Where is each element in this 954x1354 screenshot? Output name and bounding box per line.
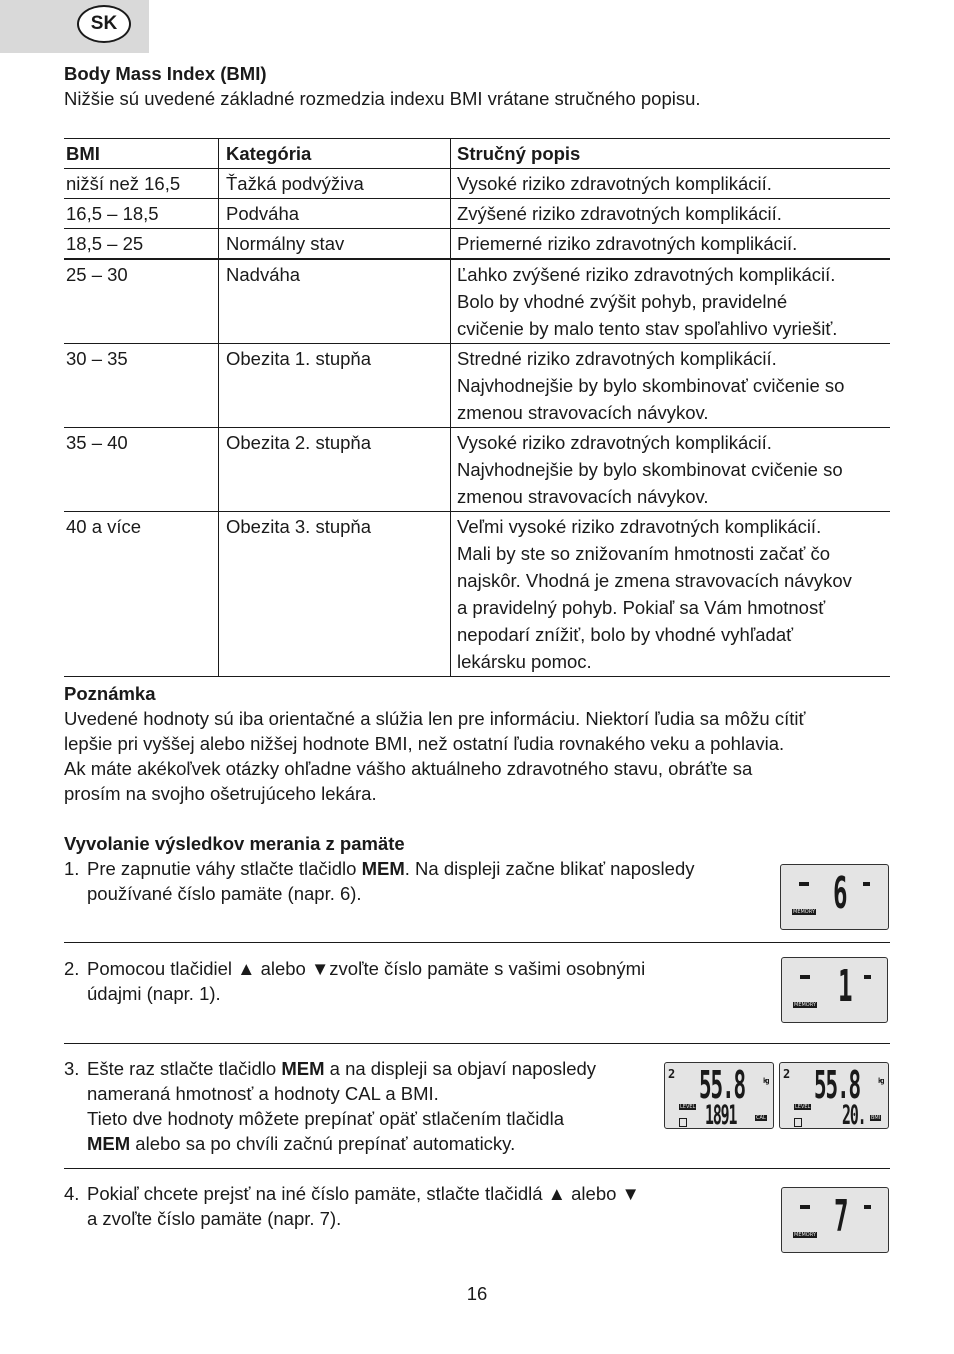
description-line: Priemerné riziko zdravotných komplikácií. bbox=[457, 233, 798, 254]
category-cell: Ťažká podvýživa bbox=[219, 169, 451, 199]
bmi-range-cell: 25 – 30 bbox=[64, 259, 219, 344]
description-line: Zvýšené riziko zdravotných komplikácií. bbox=[457, 203, 782, 224]
lcd-memory-digit: 7 bbox=[834, 1191, 848, 1242]
note-line: Ak máte akékoľvek otázky ohľadne vášho aktuálneho zdravotného stavu, obráťte sa bbox=[64, 758, 753, 779]
step-text-part: . Na displeji začne blikať naposledy bbox=[404, 858, 695, 879]
description-line: Veľmi vysoké riziko zdravotných komplikácií. bbox=[457, 516, 822, 537]
table-row bbox=[64, 428, 890, 512]
lcd-level-tag: LEVEL bbox=[795, 1104, 811, 1110]
bmi-range-cell: 30 – 35 bbox=[64, 344, 219, 428]
header-category: Kategória bbox=[219, 139, 451, 169]
divider bbox=[64, 1168, 890, 1169]
step-text-line: používané číslo pamäte (napr. 6). bbox=[87, 883, 362, 904]
step-text-part: a na displeji sa objaví naposledy bbox=[324, 1058, 597, 1079]
mem-key-label: MEM bbox=[361, 858, 405, 879]
step-text-line: údajmi (napr. 1). bbox=[87, 983, 221, 1004]
description-line: najskôr. Vhodná je zmena stravovacích návykov bbox=[457, 570, 852, 591]
note-title: Poznámka bbox=[64, 683, 156, 704]
lcd-user-number: 2 bbox=[783, 1067, 789, 1081]
step-text-part: Ešte raz stlačte tlačidlo bbox=[87, 1058, 282, 1079]
step-text-part: Pre zapnutie váhy stlačte tlačidlo bbox=[87, 858, 362, 879]
description-cell bbox=[451, 428, 891, 512]
lcd-battery-icon bbox=[679, 1118, 687, 1127]
table-row bbox=[64, 259, 890, 344]
note-section bbox=[64, 681, 890, 806]
table-row bbox=[64, 512, 890, 677]
step-text-line: a zvoľte číslo pamäte (napr. 7). bbox=[87, 1208, 342, 1229]
header-description: Stručný popis bbox=[451, 139, 891, 169]
lcd-memory-tag: MEMORY bbox=[794, 1002, 816, 1008]
lcd-cal-value: 1891 bbox=[705, 1100, 737, 1131]
description-line: zmenou stravovacích návykov. bbox=[457, 486, 709, 507]
lcd-cal-tag: CAL bbox=[756, 1115, 766, 1121]
language-tab bbox=[0, 0, 149, 53]
lcd-display-memory-1 bbox=[781, 957, 888, 1023]
lcd-display-weight-bmi bbox=[779, 1062, 889, 1129]
page-number: 16 bbox=[466, 1283, 488, 1304]
description-line: Ľahko zvýšené riziko zdravotných komplikácií. bbox=[457, 264, 836, 285]
description-line: zmenou stravovacích návykov. bbox=[457, 402, 709, 423]
header-bmi: BMI bbox=[64, 139, 219, 169]
lcd-memory-tag: MEMORY bbox=[794, 1232, 816, 1238]
table-row bbox=[64, 169, 890, 199]
step-number: 1. bbox=[64, 858, 80, 879]
divider bbox=[64, 1043, 890, 1044]
description-line: Najvhodnejšie by bylo skombinovat cvičenie so bbox=[457, 459, 843, 480]
note-line: Uvedené hodnoty sú iba orientačné a slúžia len pre informáciu. Niektorí ľudia sa môžu cítiť bbox=[64, 708, 806, 729]
lcd-battery-icon bbox=[794, 1118, 802, 1127]
recall-heading: Vyvolanie výsledkov merania z pamäte bbox=[64, 833, 405, 854]
lcd-display-memory-7 bbox=[781, 1187, 889, 1253]
step-number: 3. bbox=[64, 1058, 80, 1079]
lcd-dash bbox=[800, 975, 810, 979]
category-cell: Podváha bbox=[219, 199, 451, 229]
lcd-memory-tag: MEMORY bbox=[793, 909, 815, 915]
category-cell: Obezita 3. stupňa bbox=[219, 512, 451, 677]
lcd-unit: kg bbox=[878, 1077, 883, 1085]
lcd-display-memory-6 bbox=[780, 864, 889, 930]
bmi-range-cell: 40 a více bbox=[64, 512, 219, 677]
description-cell bbox=[451, 229, 891, 260]
description-line: lekársku pomoc. bbox=[457, 651, 592, 672]
bmi-range-cell: 18,5 – 25 bbox=[64, 229, 219, 260]
description-line: Vysoké riziko zdravotných komplikácií. bbox=[457, 432, 772, 453]
step-text-line: nameraná hmotnosť a hodnoty CAL a BMI. bbox=[87, 1083, 439, 1104]
lcd-memory-digit: 6 bbox=[833, 868, 847, 919]
bmi-range-cell: 16,5 – 18,5 bbox=[64, 199, 219, 229]
bmi-title: Body Mass Index (BMI) bbox=[64, 63, 267, 84]
category-cell: Obezita 1. stupňa bbox=[219, 344, 451, 428]
step-text bbox=[87, 1056, 687, 1156]
bmi-table bbox=[64, 138, 890, 677]
mem-key-label: MEM bbox=[87, 1133, 131, 1154]
lcd-user-number: 2 bbox=[668, 1067, 674, 1081]
note-line: prosím na svojho ošetrujúceho lekára. bbox=[64, 783, 377, 804]
category-cell: Nadváha bbox=[219, 259, 451, 344]
language-badge: SK bbox=[77, 5, 131, 43]
step-text bbox=[87, 856, 787, 906]
bmi-intro: Nižšie sú uvedené základné rozmedzia indexu BMI vrátane stručného popisu. bbox=[64, 88, 701, 109]
description-cell bbox=[451, 512, 891, 677]
step-text-part: alebo sa po chvíli začnú prepínať automaticky. bbox=[130, 1133, 516, 1154]
lcd-weight: 55.8 bbox=[814, 1063, 860, 1107]
step-number: 2. bbox=[64, 958, 80, 979]
mem-key-label: MEM bbox=[281, 1058, 325, 1079]
step-text bbox=[87, 1181, 787, 1231]
description-cell bbox=[451, 344, 891, 428]
table-row bbox=[64, 229, 890, 260]
bmi-section bbox=[64, 61, 890, 111]
lcd-bmi-value: 20. bbox=[842, 1100, 866, 1131]
note-line: lepšie pri vyššej alebo nižšej hodnote BMI, než ostatní ľudia rovnakého veku a pohlavia. bbox=[64, 733, 785, 754]
description-line: Vysoké riziko zdravotných komplikácií. bbox=[457, 173, 772, 194]
description-line: Najvhodnejšie by bylo skombinovať cvičenie so bbox=[457, 375, 845, 396]
lcd-weight: 55.8 bbox=[699, 1063, 745, 1107]
category-cell: Normálny stav bbox=[219, 229, 451, 260]
description-line: cvičenie by malo tento stav spoľahlivo vyriešiť. bbox=[457, 318, 838, 339]
lcd-dash bbox=[863, 882, 870, 886]
step-text-line: Pokiaľ chcete prejsť na iné číslo pamäte, stlačte tlačidlá ▲ alebo ▼ bbox=[87, 1183, 640, 1204]
recall-title bbox=[64, 831, 890, 856]
description-line: Bolo by vhodné zvýšit pohyb, pravidelné bbox=[457, 291, 788, 312]
step-text-line: Pomocou tlačidiel ▲ alebo ▼zvoľte číslo pamäte s vašimi osobnými bbox=[87, 958, 646, 979]
description-line: a pravidelný pohyb. Pokiaľ sa Vám hmotnosť bbox=[457, 597, 826, 618]
category-cell: Obezita 2. stupňa bbox=[219, 428, 451, 512]
description-cell bbox=[451, 199, 891, 229]
lcd-display-weight-cal bbox=[664, 1062, 774, 1129]
lcd-dash bbox=[864, 1205, 871, 1209]
description-line: Stredné riziko zdravotných komplikácií. bbox=[457, 348, 777, 369]
lcd-memory-digit: 1 bbox=[838, 961, 852, 1012]
description-cell bbox=[451, 169, 891, 199]
step-number: 4. bbox=[64, 1183, 80, 1204]
lcd-level-tag: LEVEL bbox=[680, 1104, 696, 1110]
table-row bbox=[64, 344, 890, 428]
description-cell bbox=[451, 259, 891, 344]
description-line: Mali by ste so znižovaním hmotnosti začať čo bbox=[457, 543, 830, 564]
bmi-range-cell: 35 – 40 bbox=[64, 428, 219, 512]
bmi-range-cell: nižší než 16,5 bbox=[64, 169, 219, 199]
divider bbox=[64, 942, 890, 943]
description-line: nepodarí znížiť, bolo by vhodné vyhľadať bbox=[457, 624, 794, 645]
table-row bbox=[64, 199, 890, 229]
lcd-dash bbox=[864, 975, 871, 979]
lcd-dash bbox=[799, 882, 809, 886]
lcd-bmi-tag: BMI bbox=[871, 1115, 881, 1121]
step-text bbox=[87, 956, 787, 1006]
table-header-row bbox=[64, 139, 890, 169]
step-text-line: Tieto dve hodnoty môžete prepínať opäť stlačením tlačidla bbox=[87, 1108, 564, 1129]
lcd-unit: kg bbox=[763, 1077, 768, 1085]
lcd-dash bbox=[800, 1205, 810, 1209]
